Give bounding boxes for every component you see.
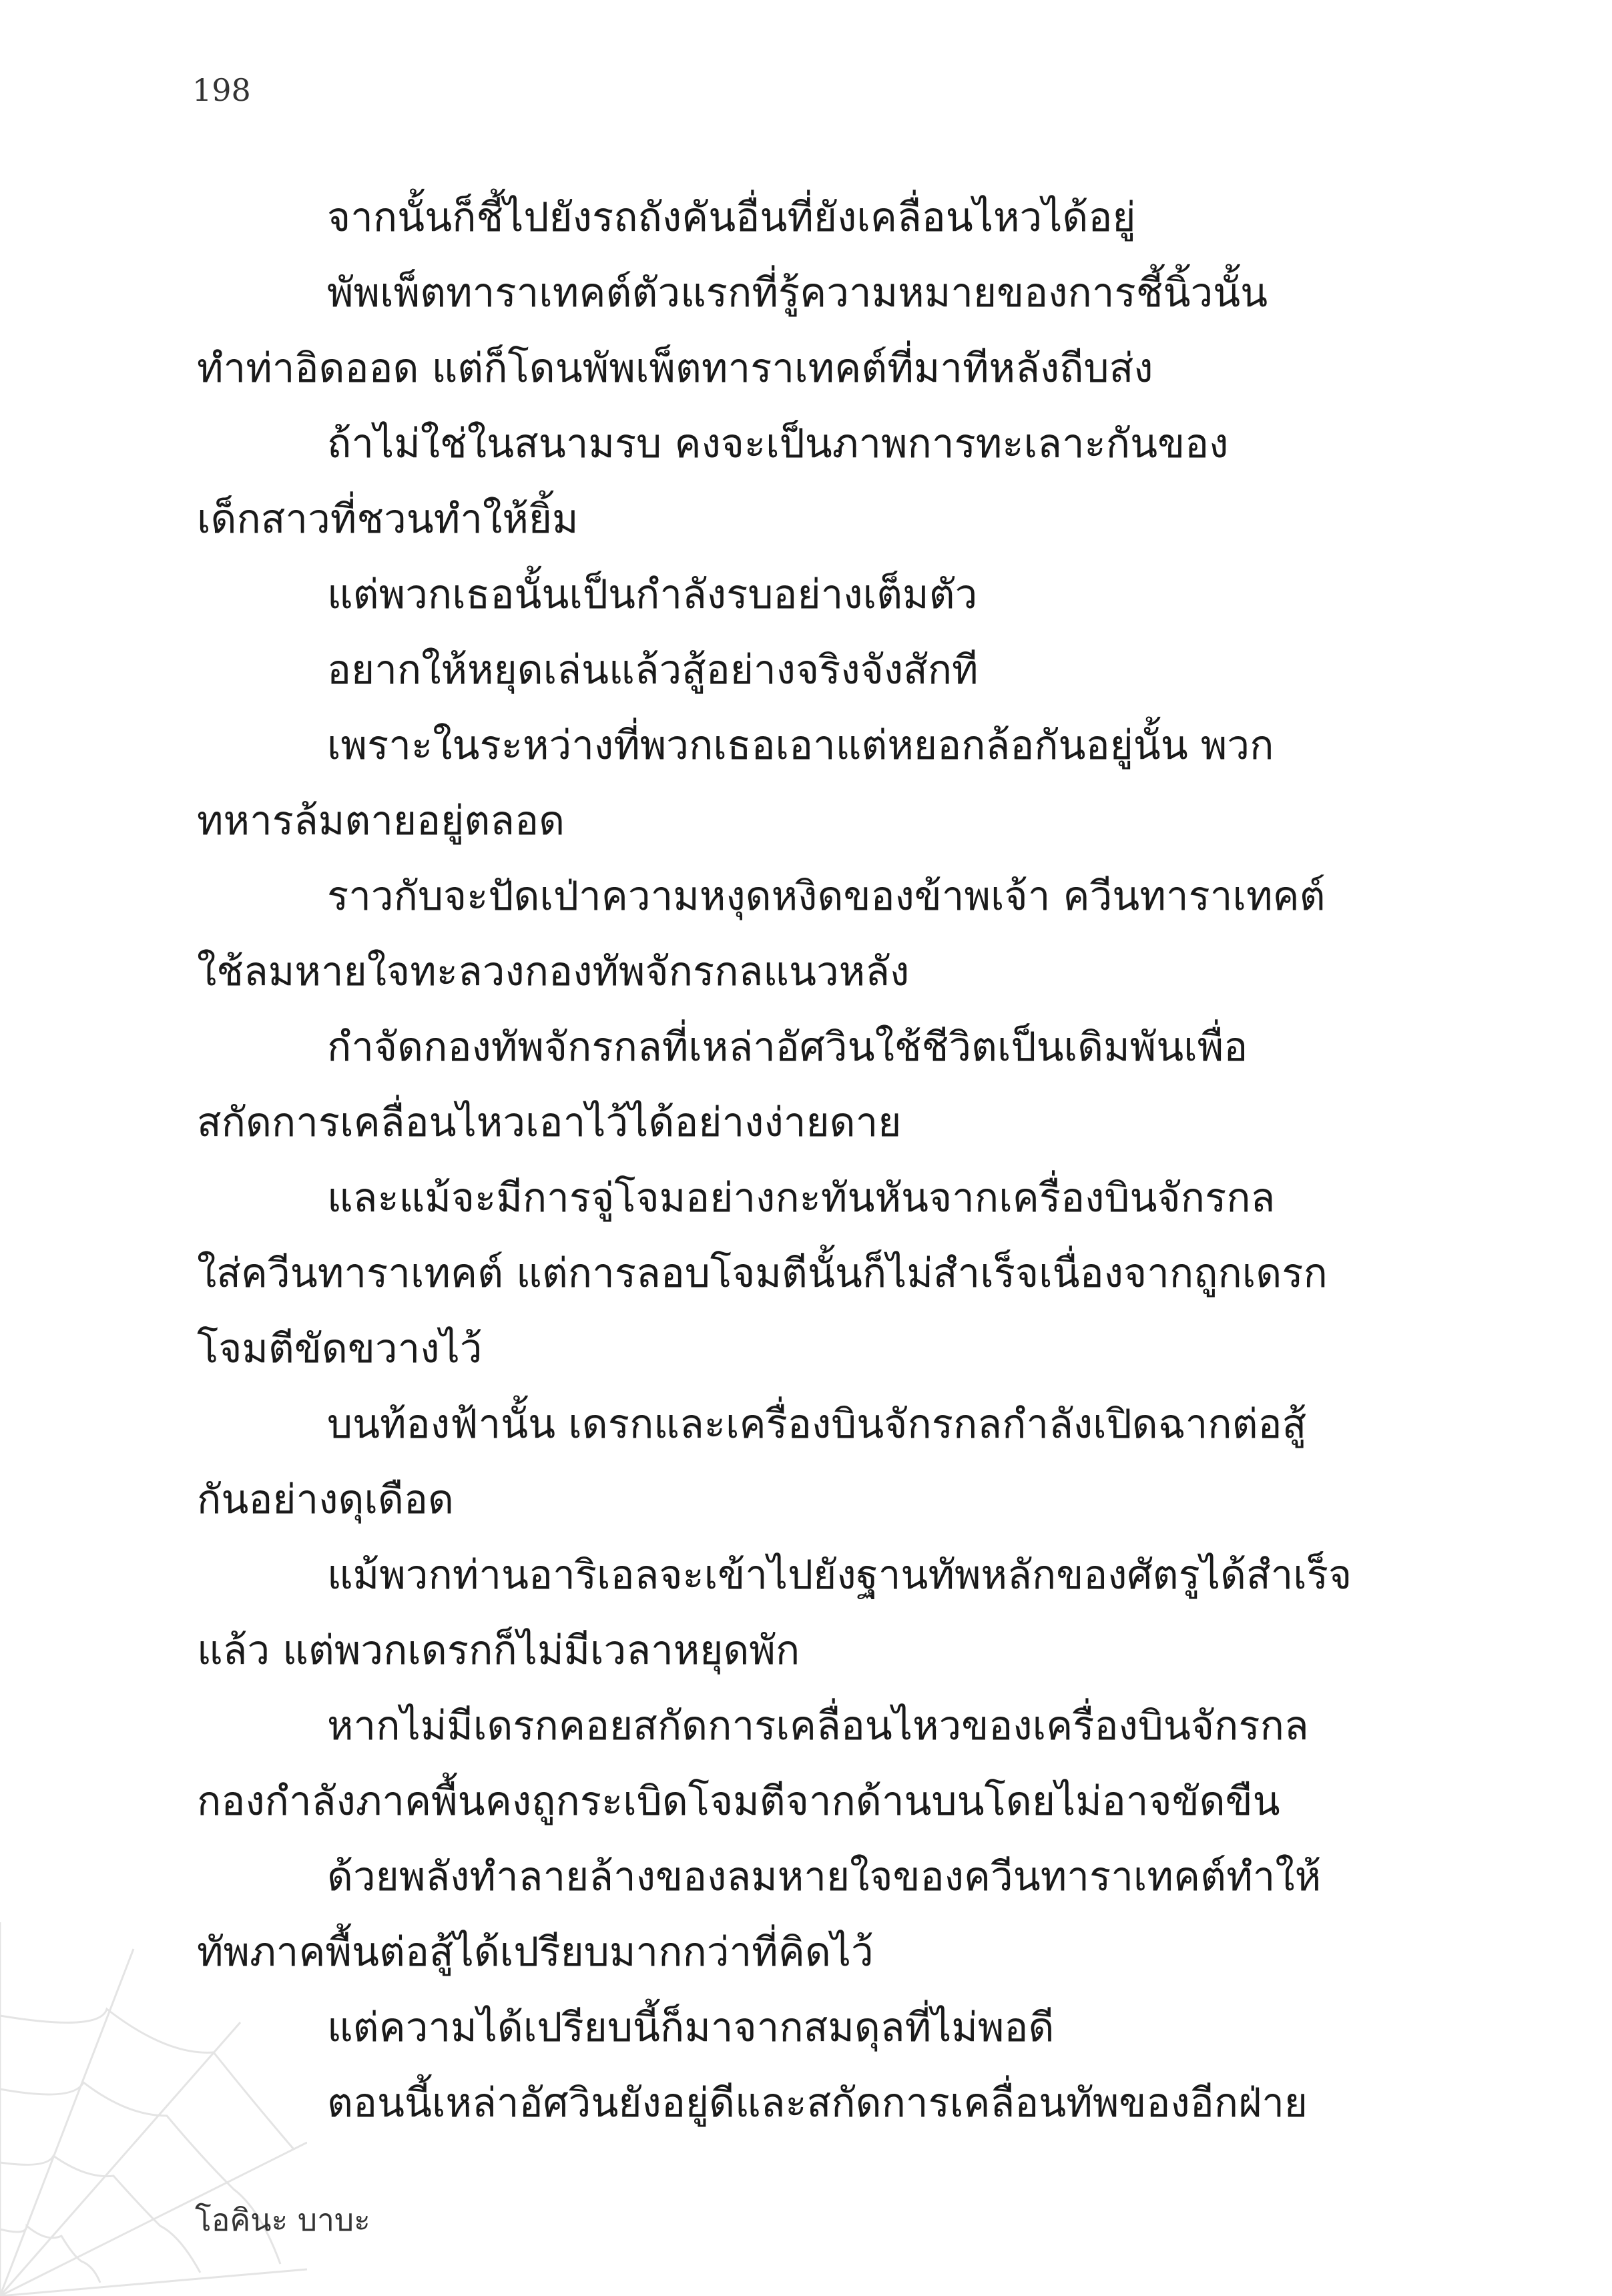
text-line: จากนั้นก็ชี้ไปยังรถถังคันอื่นที่ยังเคลื่อนไหวได้อยู่ (327, 194, 1136, 241)
text-line: แล้ว แต่พวกเดรกก็ไม่มีเวลาหยุดพัก (197, 1627, 800, 1674)
page-number: 198 (192, 72, 251, 108)
text-line: ใช้ลมหายใจทะลวงกองทัพจักรกลแนวหลัง (197, 948, 910, 995)
text-line: เพราะในระหว่างที่พวกเธอเอาแต่หยอกล้อกันอยู่นั้น พวก (327, 722, 1274, 769)
text-line: กองกำลังภาคพื้นคงถูกระเบิดโจมตีจากด้านบนโดยไม่อาจขัดขืน (197, 1778, 1280, 1825)
text-line: ตอนนี้เหล่าอัศวินยังอยู่ดีและสกัดการเคลื่อนทัพของอีกฝ่าย (327, 2080, 1308, 2126)
text-line: เด็กสาวที่ชวนทำให้ยิ้ม (197, 496, 579, 543)
text-line: กำจัดกองทัพจักรกลที่เหล่าอัศวินใช้ชีวิตเป็นเดิมพันเพื่อ (327, 1024, 1248, 1071)
text-line: บนท้องฟ้านั้น เดรกและเครื่องบินจักรกลกำลังเปิดฉากต่อสู้ (327, 1401, 1307, 1448)
text-line: หากไม่มีเดรกคอยสกัดการเคลื่อนไหวของเครื่องบินจักรกล (327, 1703, 1309, 1749)
text-line: ใส่ควีนทาราเทคต์ แต่การลอบโจมตีนั้นก็ไม่สำเร็จเนื่องจากถูกเดรก (197, 1250, 1328, 1297)
body-text (197, 180, 1372, 2141)
author-name: โอคินะ บาบะ (195, 2202, 370, 2238)
text-line: อยากให้หยุดเล่นแล้วสู้อย่างจริงจังสักที (327, 647, 979, 693)
text-line: ทัพภาคพื้นต่อสู้ได้เปรียบมากกว่าที่คิดไว้ (197, 1929, 874, 1976)
text-line: พัพเพ็ตทาราเทคต์ตัวแรกที่รู้ความหมายของการชี้นิ้วนั้น (327, 270, 1268, 316)
text-line: ทหารล้มตายอยู่ตลอด (197, 798, 565, 844)
text-line: กันอย่างดุเดือด (197, 1476, 454, 1523)
text-line: และแม้จะมีการจู่โจมอย่างกะทันหันจากเครื่องบินจักรกล (327, 1175, 1276, 1221)
text-line: แต่พวกเธอนั้นเป็นกำลังรบอย่างเต็มตัว (327, 571, 978, 618)
text-line: แม้พวกท่านอาริเอลจะเข้าไปยังฐานทัพหลักของศัตรูได้สำเร็จ (327, 1552, 1352, 1599)
text-line: ด้วยพลังทำลายล้างของลมหายใจของควีนทาราเทคต์ทำให้ (327, 1853, 1322, 1900)
text-line: ถ้าไม่ใช่ในสนามรบ คงจะเป็นภาพการทะเลาะกันของ (327, 420, 1229, 467)
text-line: โจมตีขัดขวางไว้ (197, 1326, 483, 1372)
text-line: ราวกับจะปัดเป่าความหงุดหงิดของข้าพเจ้า ควีนทาราเทคต์ (327, 873, 1326, 920)
text-line: สกัดการเคลื่อนไหวเอาไว้ได้อย่างง่ายดาย (197, 1099, 902, 1146)
text-line: ทำท่าอิดออด แต่ก็โดนพัพเพ็ตทาราเทคต์ที่มาทีหลังถีบส่ง (197, 345, 1153, 392)
text-line: แต่ความได้เปรียบนี้ก็มาจากสมดุลที่ไม่พอดี (327, 2004, 1055, 2051)
